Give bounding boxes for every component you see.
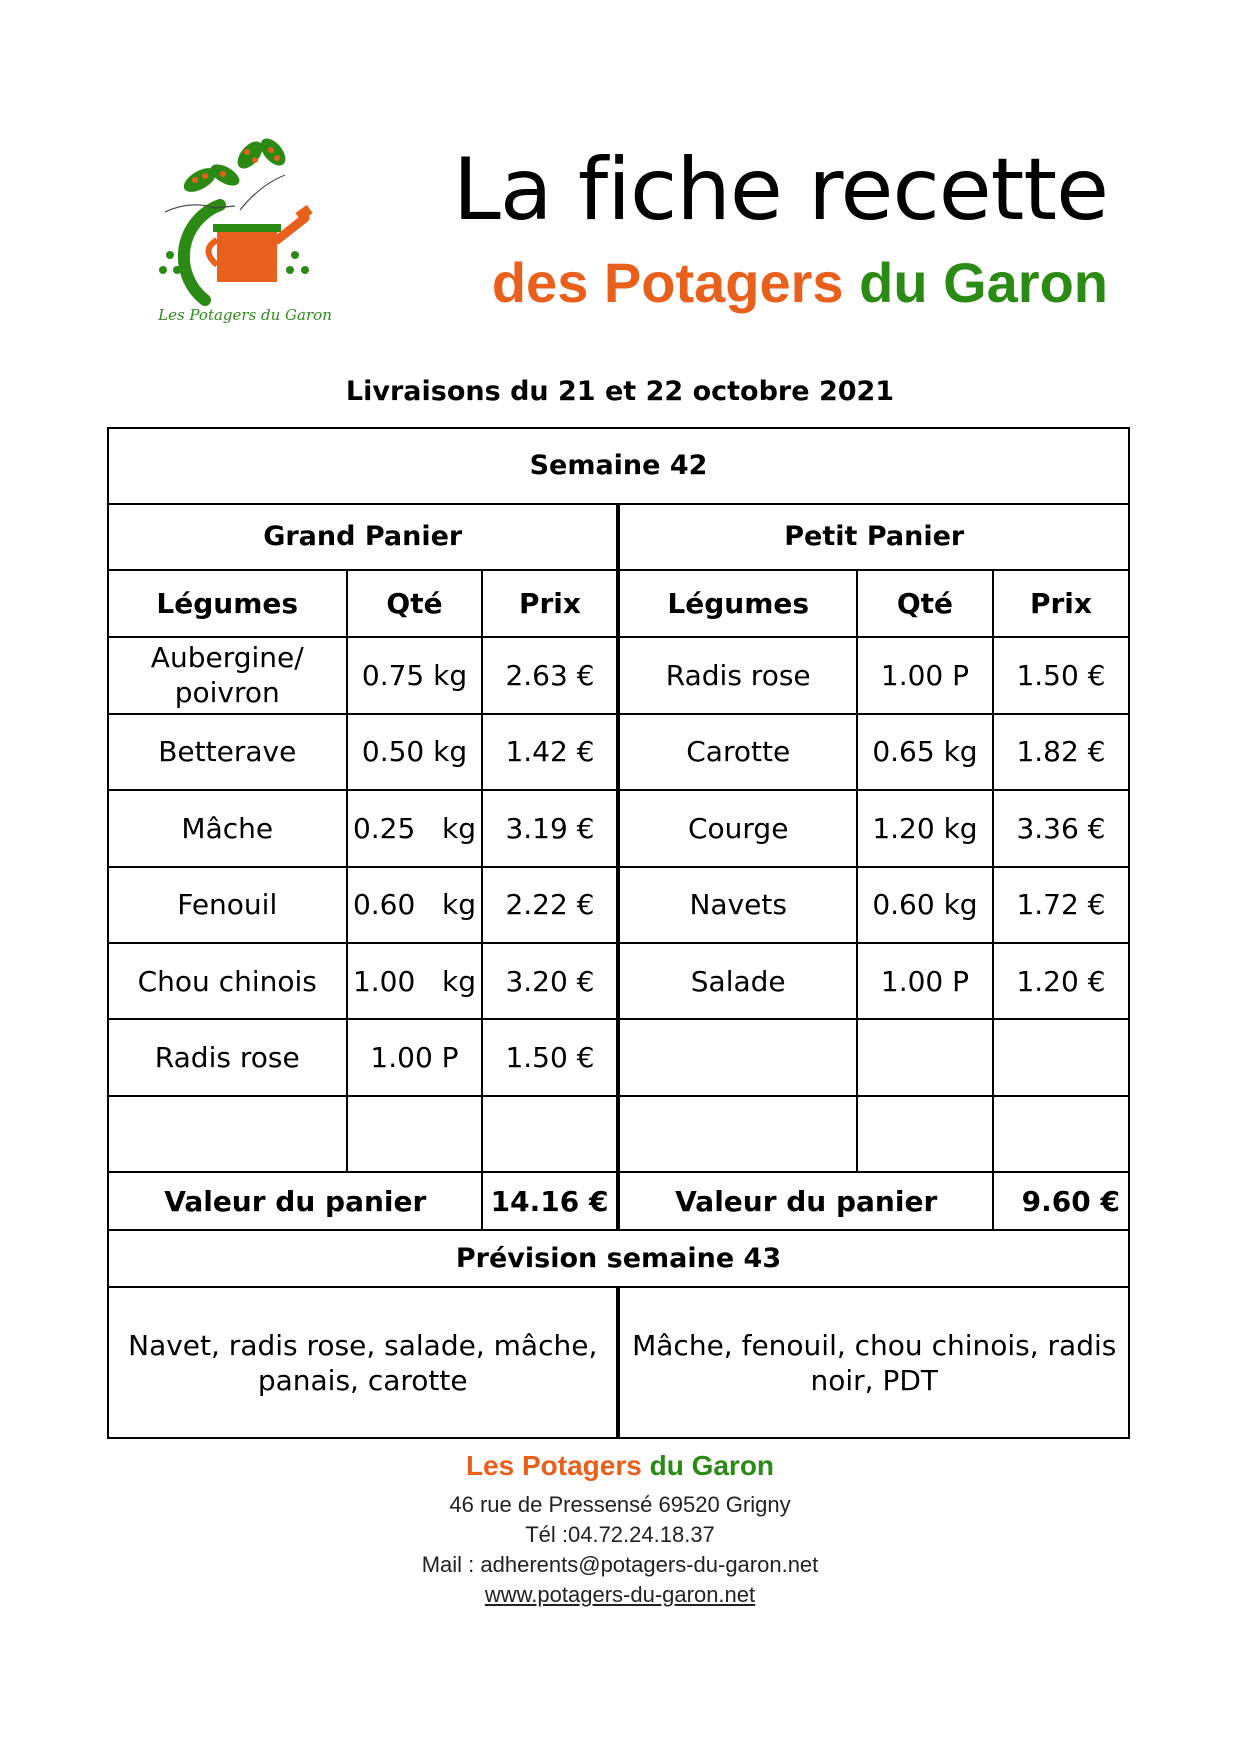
grand-prix: 2.22 € <box>482 867 618 943</box>
footer-phone: Tél :04.72.24.18.37 <box>525 1522 715 1547</box>
grand-prix: 1.50 € <box>482 1019 618 1095</box>
recipe-table <box>107 427 1130 1439</box>
grand-legume: Fenouil <box>108 867 347 943</box>
petit-qte: 0.60 kg <box>857 867 993 943</box>
grand-legume: Aubergine/ poivron <box>108 637 347 713</box>
petit-qte: 1.00 P <box>857 943 993 1019</box>
petit-total-label: Valeur du panier <box>618 1172 992 1229</box>
forecast-title-row <box>108 1230 1129 1287</box>
page-subtitle <box>492 250 1108 315</box>
grand-legume: Betterave <box>108 714 347 790</box>
footer-address: 46 rue de Pressensé 69520 Grigny <box>449 1492 791 1517</box>
forecast-row <box>108 1287 1129 1438</box>
grand-legume <box>108 1096 347 1172</box>
forecast-title: Prévision semaine 43 <box>108 1230 1129 1287</box>
grand-header-prix: Prix <box>482 570 618 637</box>
grand-qte: 0.50 kg <box>347 714 483 790</box>
footer-brand-part2: du Garon <box>649 1450 775 1481</box>
footer-brand-part1: Les Potagers <box>465 1450 642 1481</box>
grand-header-qte: Qté <box>347 570 483 637</box>
table-row <box>108 943 1129 1019</box>
grand-qte: 0.75 kg <box>347 637 483 713</box>
petit-legume <box>618 1096 857 1172</box>
petit-legume: Salade <box>618 943 857 1019</box>
footer-mail: Mail : adherents@potagers-du-garon.net <box>421 1552 819 1577</box>
week-title: Semaine 42 <box>108 428 1129 504</box>
grand-prix <box>482 1096 618 1172</box>
table-row <box>108 1096 1129 1172</box>
petit-legume: Courge <box>618 790 857 866</box>
table-row <box>108 637 1129 713</box>
petit-header-prix: Prix <box>993 570 1129 637</box>
grand-legume: Chou chinois <box>108 943 347 1019</box>
petit-qte <box>857 1096 993 1172</box>
subtitle-part1: des Potagers <box>491 251 844 314</box>
petit-panier-title: Petit Panier <box>618 504 1129 569</box>
grand-prix: 2.63 € <box>482 637 618 713</box>
footer <box>0 1450 1240 1610</box>
petit-total-value: 9.60 € <box>993 1172 1129 1229</box>
grand-qte: 1.00 kg <box>347 943 483 1019</box>
petit-qte <box>857 1019 993 1095</box>
table-row <box>108 1019 1129 1095</box>
grand-qte <box>347 1096 483 1172</box>
petit-prix: 3.36 € <box>993 790 1129 866</box>
petit-qte: 0.65 kg <box>857 714 993 790</box>
petit-prix: 1.72 € <box>993 867 1129 943</box>
grand-qte: 1.00 P <box>347 1019 483 1095</box>
grand-qte: 0.25 kg <box>347 790 483 866</box>
total-row <box>108 1172 1129 1229</box>
grand-total-label: Valeur du panier <box>108 1172 482 1229</box>
logo-caption: Les Potagers du Garon <box>158 306 332 324</box>
table-row <box>108 714 1129 790</box>
column-header-row <box>108 570 1129 637</box>
petit-prix: 1.20 € <box>993 943 1129 1019</box>
petit-header-legumes: Légumes <box>618 570 857 637</box>
petit-prix <box>993 1096 1129 1172</box>
grand-qte: 0.60 kg <box>347 867 483 943</box>
delivery-dates: Livraisons du 21 et 22 octobre 2021 <box>345 376 895 407</box>
table-row <box>108 867 1129 943</box>
page-title: La fiche recette <box>452 140 1108 240</box>
grand-prix: 3.20 € <box>482 943 618 1019</box>
forecast-grand: Navet, radis rose, salade, mâche, panais, carotte <box>108 1287 618 1438</box>
week-row <box>108 428 1129 504</box>
petit-legume: Carotte <box>618 714 857 790</box>
grand-legume: Radis rose <box>108 1019 347 1095</box>
petit-header-qte: Qté <box>857 570 993 637</box>
forecast-petit: Mâche, fenouil, chou chinois, radis noir, PDT <box>618 1287 1129 1438</box>
subtitle-part2: du Garon <box>859 251 1108 314</box>
grand-total-value: 14.16 € <box>482 1172 618 1229</box>
petit-prix: 1.82 € <box>993 714 1129 790</box>
petit-qte: 1.00 P <box>857 637 993 713</box>
grand-header-legumes: Légumes <box>108 570 347 637</box>
grand-legume: Mâche <box>108 790 347 866</box>
petit-legume: Navets <box>618 867 857 943</box>
grand-prix: 1.42 € <box>482 714 618 790</box>
grand-prix: 3.19 € <box>482 790 618 866</box>
petit-prix: 1.50 € <box>993 637 1129 713</box>
logo-icon <box>145 130 345 330</box>
petit-prix <box>993 1019 1129 1095</box>
petit-legume: Radis rose <box>618 637 857 713</box>
grand-panier-title: Grand Panier <box>108 504 618 569</box>
basket-title-row <box>108 504 1129 569</box>
footer-website-link[interactable]: www.potagers-du-garon.net <box>484 1582 756 1607</box>
petit-legume <box>618 1019 857 1095</box>
footer-brand <box>0 1450 1240 1482</box>
petit-qte: 1.20 kg <box>857 790 993 866</box>
table-row <box>108 790 1129 866</box>
